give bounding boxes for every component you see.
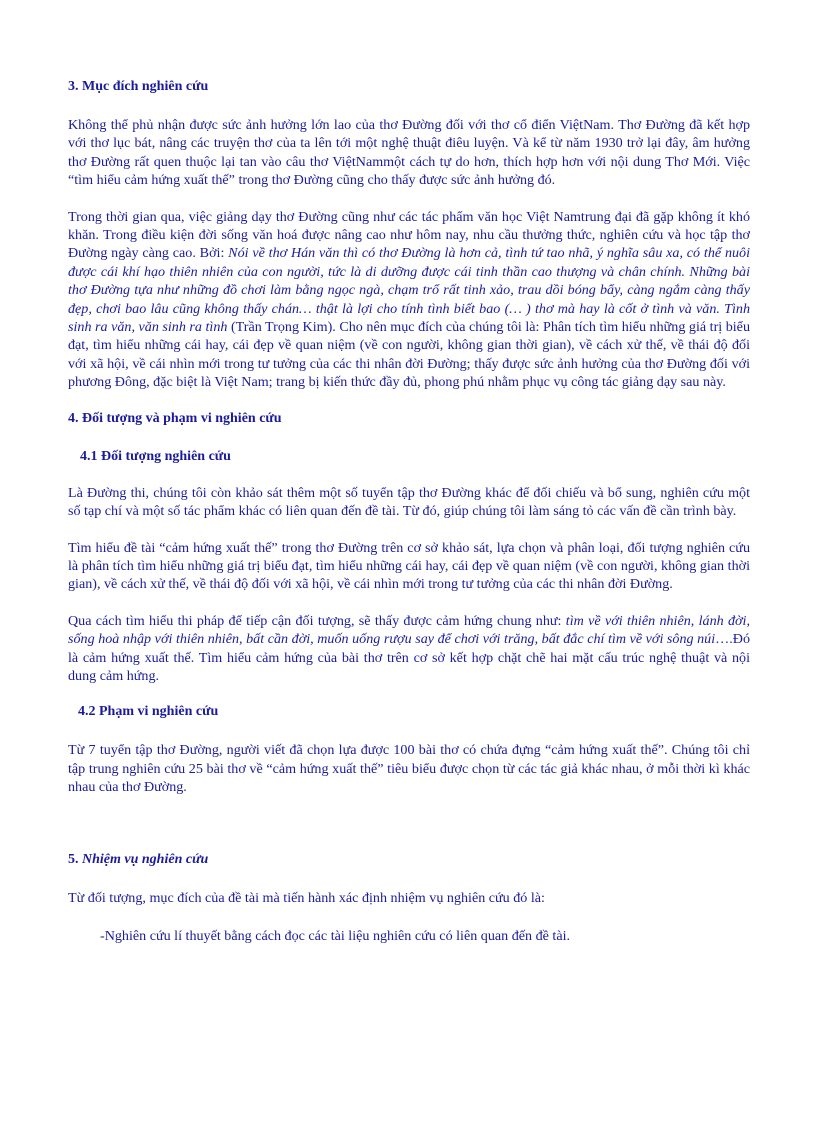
section-4-1-heading: 4.1 Đối tượng nghiên cứu — [80, 448, 231, 464]
section-3-paragraph-2 — [68, 208, 750, 392]
tran-trong-kim-quote: Nói về thơ Hán văn thì có thơ Đường là hơn cả, tình tứ tao nhã, ý nghĩa sâu xa, có thể nuôi được cái khí hạo thiên nhiên của con người, tức là di dưỡng được cái tinh thần cao thượng và chân chính. Những bài thơ Đường tựa như những đồ chơi làm bằng ngọc ngà, chạm trổ rất tinh xảo, trau dồi bóng bẩy, càng ngắm càng thấy đẹp, chơi bao lâu cũng không thấy chán… thật là lợi cho tính tình biết bao (… ) thơ mà hay là cốt ở tình và văn. Tình sinh ra văn, văn sinh ra tình — [68, 245, 750, 336]
section-5-list-item: -Nghiên cứu lí thuyết bằng cách đọc các tài liệu nghiên cứu có liên quan đến đề tài. — [100, 927, 571, 944]
section-5-title: Nhiệm vụ nghiên cứu — [82, 851, 209, 867]
section-4-1-paragraph-3 — [68, 612, 750, 686]
section-4-2-paragraph: Từ 7 tuyển tập thơ Đường, người viết đã chọn lựa được 100 bài thơ có chứa đựng “cảm hứng xuất thế”. Chúng tôi chỉ tập trung nghiên cứu 25 bài thơ về “cảm hứng xuất thế” tiêu biểu được chọn từ các tác giả khác nhau, ở mỗi thời kì khác nhau của thơ Đường. — [68, 742, 750, 796]
section-3-heading: 3. Mục đích nghiên cứu — [68, 79, 209, 94]
section-4-1-paragraph-3-lead: Qua cách tìm hiểu thi pháp để tiếp cận đối tượng, sẽ thấy được cảm hứng chung như: — [68, 612, 566, 629]
section-4-1-paragraph-2: Tìm hiểu đề tài “cảm hứng xuất thế” trong thơ Đường trên cơ sở khảo sát, lựa chọn và phân loại, đối tượng nghiên cứu là phân tích tìm hiểu những giá trị biểu đạt, tìm hiểu những cái hay, cái đẹp về quan niệm (về con người, không gian thời gian), về cách xử thế, về thái độ đối với xã hội, về cái nhìn mới trong tư tưởng của các thi nhân đời Đường. — [68, 539, 750, 593]
section-4-1-paragraph-3-tail: ….Đó là cảm hứng xuất thế. Tìm hiểu cảm hứng của bài thơ trên cơ sở kết hợp chặt chẽ hai mặt cấu trúc nghệ thuật và nội dung cảm hứng. — [68, 631, 750, 684]
inspiration-list-quote: tìm về với thiên nhiên, lánh đời, sống hoà nhập với thiên nhiên, bất cần đời, muốn uống rượu say để chơi với trăng, bất đắc chí tìm về với sông núi — [68, 612, 751, 648]
section-4-2-heading: 4.2 Phạm vi nghiên cứu — [78, 704, 219, 720]
section-5-paragraph: Từ đối tượng, mục đích của đề tài mà tiến hành xác định nhiệm vụ nghiên cứu đó là: — [68, 889, 545, 906]
section-4-1-paragraph-1: Là Đường thi, chúng tôi còn khảo sát thêm một số tuyển tập thơ Đường khác để đối chiếu và bổ sung, nghiên cứu một số tạp chí và một số tác phẩm khác có liên quan đến đề tài. Từ đó, giúp chúng tôi làm sáng tỏ các vấn đề cần trình bày. — [68, 484, 750, 520]
section-5-number: 5. — [68, 851, 82, 867]
section-3-paragraph-1: Không thể phủ nhận được sức ảnh hưởng lớn lao của thơ Đường đối với thơ cổ điển ViệtNam. Thơ Đường đã kết hợp với thơ lục bát, nâng các truyện thơ của ta lên tới một nghệ thuật điêu luyện. Và kể từ năm 1930 trở lại đây, âm hưởng thơ Đường rất quen thuộc lại tan vào câu thơ ViệtNammột cách tự do hơn, thích hợp hơn với nội dung Thơ Mới. Việc “tìm hiểu cảm hứng xuất thế” trong thơ Đường cũng cho thấy được sức ảnh hưởng đó. — [68, 117, 750, 189]
section-4-heading: 4. Đối tượng và phạm vi nghiên cứu — [68, 410, 282, 426]
section-3-paragraph-2-tail: (Trần Trọng Kim). Cho nên mục đích của chúng tôi là: Phân tích tìm hiểu những giá trị biểu đạt, tìm hiểu những cái hay, cái đẹp về quan niệm (về con người, không gian thời gian), về cách xử thế, về thái độ đối với xã hội, về cái nhìn mới trong tư tưởng của các thi nhân đời Đường; thấy được sức ảnh hưởng của thơ Đường đối với phương Đông, đặc biệt là Việt Nam; trang bị kiến thức đầy đủ, phong phú nhằm phục vụ công tác giảng dạy sau này. — [68, 319, 750, 391]
section-3-paragraph-2-lead: Trong thời gian qua, việc giảng dạy thơ Đường cũng như các tác phẩm văn học Việt Namtrung đại đã gặp không ít khó khăn. Trong điều kiện đời sống văn hoá được nâng cao như hôm nay, nhu cầu thưởng thức, nghiên cứu và học tập thơ Đường ngày càng cao. Bởi: — [68, 208, 750, 262]
section-5-heading — [68, 851, 750, 869]
